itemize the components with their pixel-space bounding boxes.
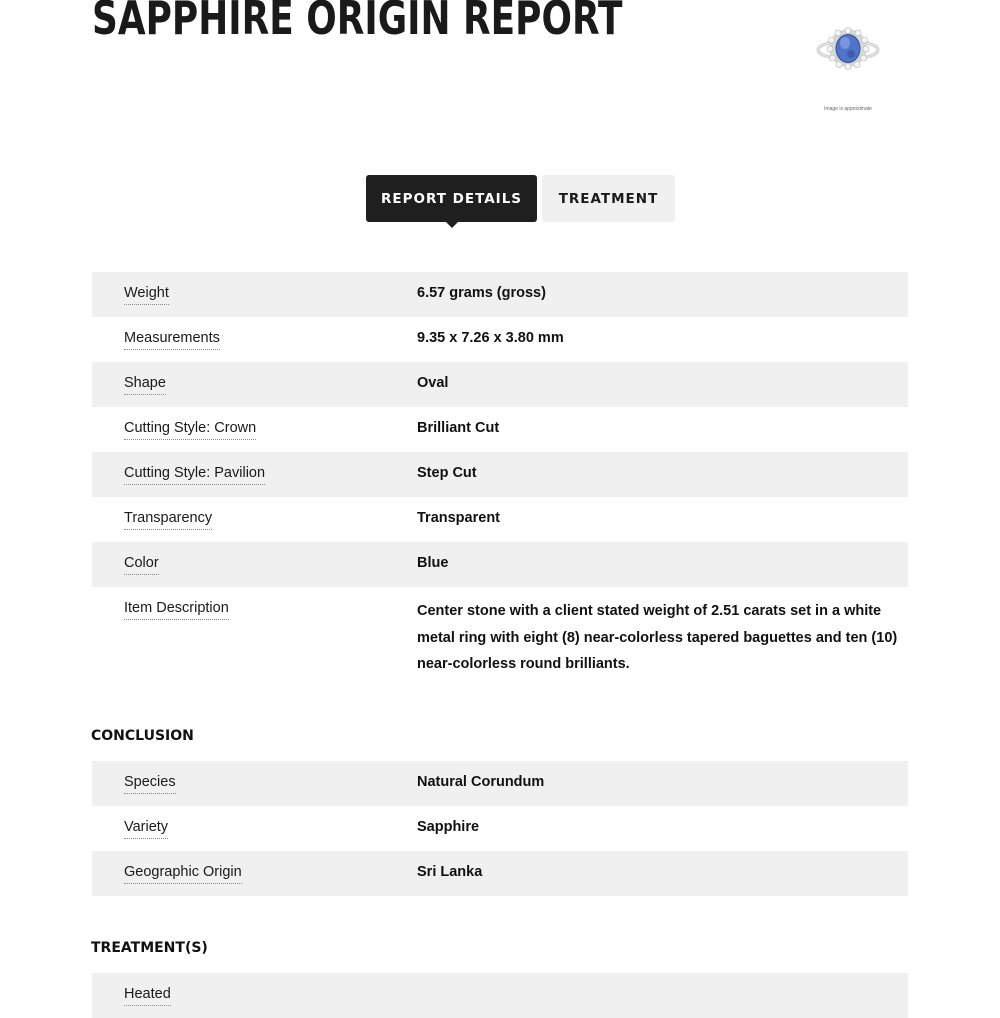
conclusion-row-variety xyxy=(92,806,908,851)
conclusion-value-variety: Sapphire xyxy=(417,819,480,835)
detail-value-weight: 6.57 grams (gross) xyxy=(417,285,546,301)
detail-label-item-description[interactable]: Item Description xyxy=(124,600,229,620)
detail-label-shape[interactable]: Shape xyxy=(124,375,166,395)
detail-label-color[interactable]: Color xyxy=(124,555,159,575)
detail-label-weight[interactable]: Weight xyxy=(124,285,169,305)
tab-report-details[interactable] xyxy=(366,175,537,222)
detail-value-measurements: 9.35 x 7.26 x 3.80 mm xyxy=(417,330,564,346)
conclusion-heading: CONCLUSION xyxy=(91,728,194,744)
detail-value-shape: Oval xyxy=(417,375,449,391)
detail-row-shape xyxy=(92,362,908,407)
detail-label-transparency[interactable]: Transparency xyxy=(124,510,212,530)
active-tab-caret-icon xyxy=(446,222,458,228)
detail-row-cutting-style-pavilion xyxy=(92,452,908,497)
conclusion-row-geographic-origin xyxy=(92,851,908,896)
report-tabs xyxy=(366,175,675,222)
ring-image xyxy=(816,26,880,72)
conclusion-value-geographic-origin: Sri Lanka xyxy=(417,864,483,880)
detail-label-cutting-style-crown[interactable]: Cutting Style: Crown xyxy=(124,420,256,440)
report-details-table xyxy=(92,272,908,688)
treatment-value-heated xyxy=(417,973,908,986)
detail-row-measurements xyxy=(92,317,908,362)
detail-row-weight xyxy=(92,272,908,317)
conclusion-table xyxy=(92,761,908,896)
detail-label-measurements[interactable]: Measurements xyxy=(124,330,220,350)
conclusion-label-geographic-origin[interactable]: Geographic Origin xyxy=(124,864,242,884)
detail-row-transparency xyxy=(92,497,908,542)
conclusion-label-variety[interactable]: Variety xyxy=(124,819,168,839)
tab-treatment-label: TREATMENT xyxy=(558,190,659,207)
detail-value-item-description: Center stone with a client stated weight of 2.51 carats set in a white metal ring with eight (8) near-colorless tapered baguettes and ten (10) near-colorless round brilliants. xyxy=(417,603,898,672)
conclusion-value-species: Natural Corundum xyxy=(417,774,545,790)
detail-value-color: Blue xyxy=(417,555,449,571)
treatment-row-heated xyxy=(92,973,908,1018)
detail-row-item-description xyxy=(92,587,908,688)
image-caption: Image is approximate xyxy=(824,106,872,112)
page-title: SAPPHIRE ORIGIN REPORT xyxy=(92,0,623,45)
detail-value-cutting-style-pavilion: Step Cut xyxy=(417,465,477,481)
conclusion-label-species[interactable]: Species xyxy=(124,774,176,794)
detail-row-cutting-style-crown xyxy=(92,407,908,452)
detail-label-cutting-style-pavilion[interactable]: Cutting Style: Pavilion xyxy=(124,465,265,485)
tab-report-details-label: REPORT DETAILS xyxy=(380,190,523,207)
detail-row-color xyxy=(92,542,908,587)
treatments-heading: TREATMENT(S) xyxy=(91,940,208,956)
conclusion-row-species xyxy=(92,761,908,806)
detail-value-transparency: Transparent xyxy=(417,510,500,526)
tab-treatment[interactable] xyxy=(542,175,675,222)
treatment-label-heated[interactable]: Heated xyxy=(124,986,171,1006)
treatments-table xyxy=(92,973,908,1018)
detail-value-cutting-style-crown: Brilliant Cut xyxy=(417,420,500,436)
